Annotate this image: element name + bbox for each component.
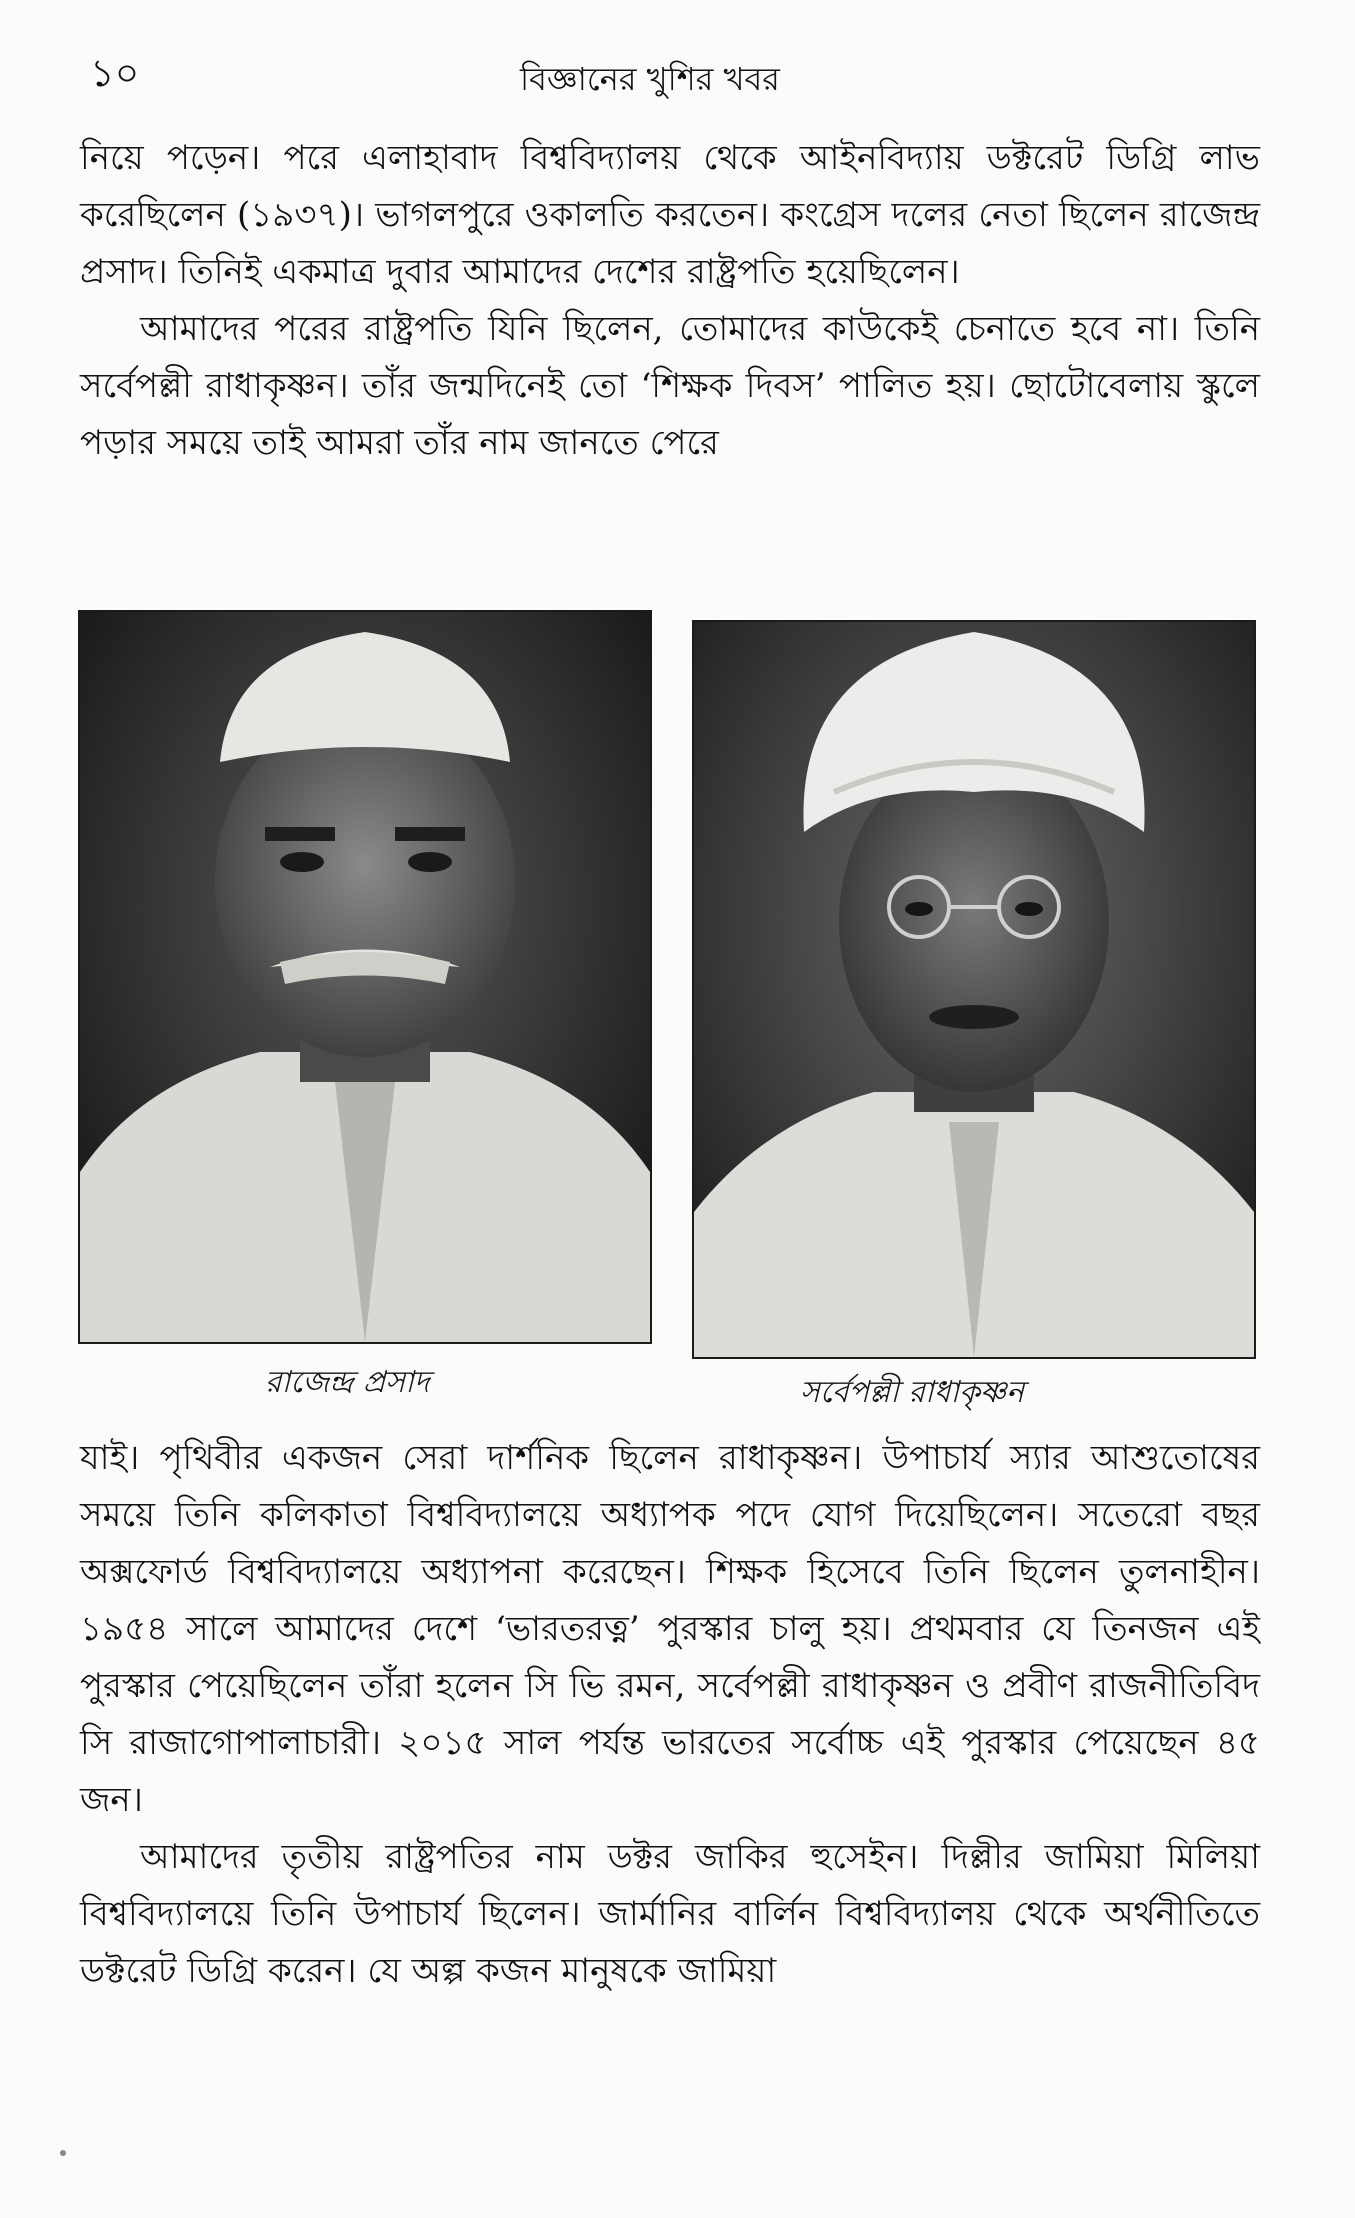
portrait-image (694, 622, 1254, 1357)
margin-speck (60, 2150, 66, 2156)
page-number: ১০ (90, 51, 140, 95)
running-title: বিজ্ঞানের খুশির খবর (520, 60, 780, 98)
portrait-photo-radhakrishnan (692, 620, 1256, 1359)
paragraph: নিয়ে পড়েন। পরে এলাহাবাদ বিশ্ববিদ্যালয় থেকে আইনবিদ্যায় ডক্টরেট ডিগ্রি লাভ করেছিলেন (১৯৩৭)। ভাগলপুরে ওকালতি করতেন। কংগ্রেস দলের নেতা ছিলেন রাজেন্দ্র প্রসাদ। তিনিই একমাত্র দুবার আমাদের দেশের রাষ্ট্রপতি হয়েছিলেন। (80, 138, 1260, 292)
paragraph: যাই। পৃথিবীর একজন সেরা দার্শনিক ছিলেন রাধাকৃষ্ণন। উপাচার্য স্যার আশুতোষের সময়ে তিনি কলিকাতা বিশ্ববিদ্যালয়ে অধ্যাপক পদে যোগ দিয়েছিলেন। সতেরো বছর অক্সফোর্ড বিশ্ববিদ্যালয়ে অধ্যাপনা করেছেন। শিক্ষক হিসেবে তিনি ছিলেন তুলনাহীন। ১৯৫৪ সালে আমাদের দেশে ‘ভারতরত্ন’ পুরস্কার চালু হয়। প্রথমবার যে তিনজন এই পুরস্কার পেয়েছিলেন তাঁরা হলেন সি ভি রমন, সর্বেপল্লী রাধাকৃষ্ণন ও প্রবীণ রাজনীতিবিদ সি রাজাগোপালাচারী। ২০১৫ সাল পর্যন্ত ভারতের সর্বোচ্চ এই পুরস্কার পেয়েছেন ৪৫ জন। (80, 1438, 1260, 1820)
paragraph: আমাদের পরের রাষ্ট্রপতি যিনি ছিলেন, তোমাদের কাউকেই চেনাতে হবে না। তিনি সর্বেপল্লী রাধাকৃষ্ণন। তাঁর জন্মদিনেই তো ‘শিক্ষক দিবস’ পালিত হয়। ছোটোবেলায় স্কুলে পড়ার সময়ে তাই আমরা তাঁর নাম জানতে পেরে (80, 309, 1260, 463)
photo-caption-right: সর্বেপল্লী রাধাকৃষ্ণন (800, 1375, 1025, 1410)
portrait-photo-rajendra-prasad (78, 610, 652, 1344)
text-block-bottom (80, 1430, 1260, 2000)
page-header (80, 38, 1270, 108)
text-block-top (80, 130, 1260, 472)
photo-caption-left: রাজেন্দ্র প্রসাদ (265, 1365, 430, 1400)
portrait-image (80, 612, 650, 1342)
paragraph: আমাদের তৃতীয় রাষ্ট্রপতির নাম ডক্টর জাকির হুসেইন। দিল্লীর জামিয়া মিলিয়া বিশ্ববিদ্যালয়ে তিনি উপাচার্য ছিলেন। জার্মানির বার্লিন বিশ্ববিদ্যালয় থেকে অর্থনীতিতে ডক্টরেট ডিগ্রি করেন। যে অল্প কজন মানুষকে জামিয়া (80, 1837, 1260, 1991)
